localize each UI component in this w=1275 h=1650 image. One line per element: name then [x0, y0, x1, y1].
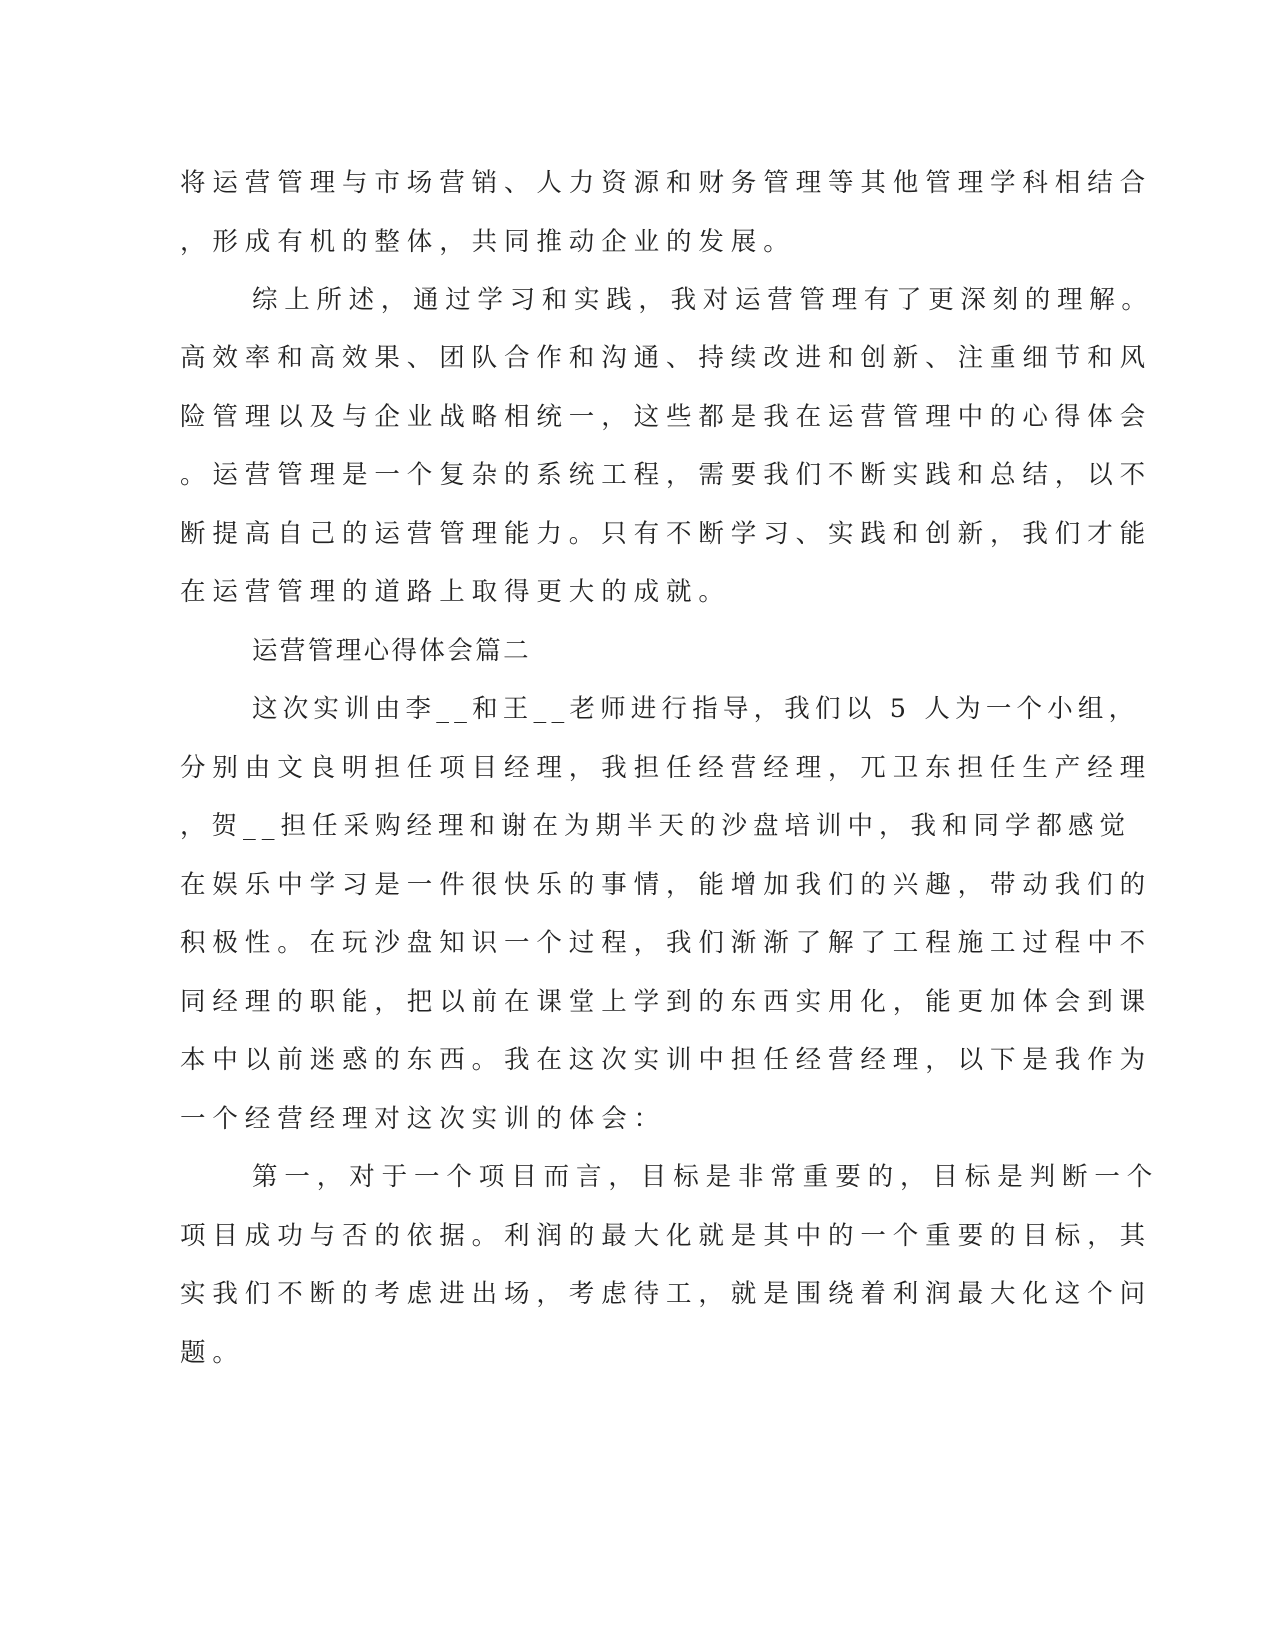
text-line: 本中以前迷惑的东西。我在这次实训中担任经营经理，以下是我作为 [180, 1045, 1153, 1075]
text-line: 积极性。在玩沙盘知识一个过程，我们渐渐了解了工程施工过程中不 [180, 928, 1153, 958]
text-line: ，贺__担任采购经理和谢在为期半天的沙盘培训中，我和同学都感觉 [180, 811, 1132, 841]
text-line: 断提高自己的运营管理能力。只有不断学习、实践和创新，我们才能 [180, 519, 1153, 549]
text-line: 同经理的职能，把以前在课堂上学到的东西实用化，能更加体会到课 [180, 987, 1153, 1017]
text-line: 分别由文良明担任项目经理，我担任经营经理，兀卫东担任生产经理 [180, 753, 1153, 783]
text-line: 题。 [180, 1338, 245, 1368]
text-line: 高效率和高效果、团队合作和沟通、持续改进和创新、注重细节和风 [180, 343, 1153, 373]
text-line: 一个经营经理对这次实训的体会： [180, 1104, 667, 1134]
text-line: 实我们不断的考虑进出场，考虑待工，就是围绕着利润最大化这个问 [180, 1279, 1153, 1309]
section-heading: 运营管理心得体会篇二 [252, 636, 532, 666]
text-line: 险管理以及与企业战略相统一，这些都是我在运营管理中的心得体会 [180, 402, 1153, 432]
text-line: 在娱乐中学习是一件很快乐的事情，能增加我们的兴趣，带动我们的 [180, 870, 1153, 900]
text-line: 在运营管理的道路上取得更大的成就。 [180, 577, 731, 607]
text-line: 。运营管理是一个复杂的系统工程，需要我们不断实践和总结，以不 [180, 460, 1153, 490]
text-line: ，形成有机的整体，共同推动企业的发展。 [180, 227, 796, 257]
text-line: 项目成功与否的依据。利润的最大化就是其中的一个重要的目标，其 [180, 1221, 1153, 1251]
text-line: 综上所述，通过学习和实践，我对运营管理有了更深刻的理解。 [252, 285, 1154, 315]
text-line: 第一，对于一个项目而言，目标是非常重要的，目标是判断一个 [252, 1162, 1160, 1192]
text-line: 这次实训由李__和王__老师进行指导，我们以 5 人为一个小组， [252, 694, 1140, 724]
text-line: 将运营管理与市场营销、人力资源和财务管理等其他管理学科相结合 [180, 168, 1153, 198]
